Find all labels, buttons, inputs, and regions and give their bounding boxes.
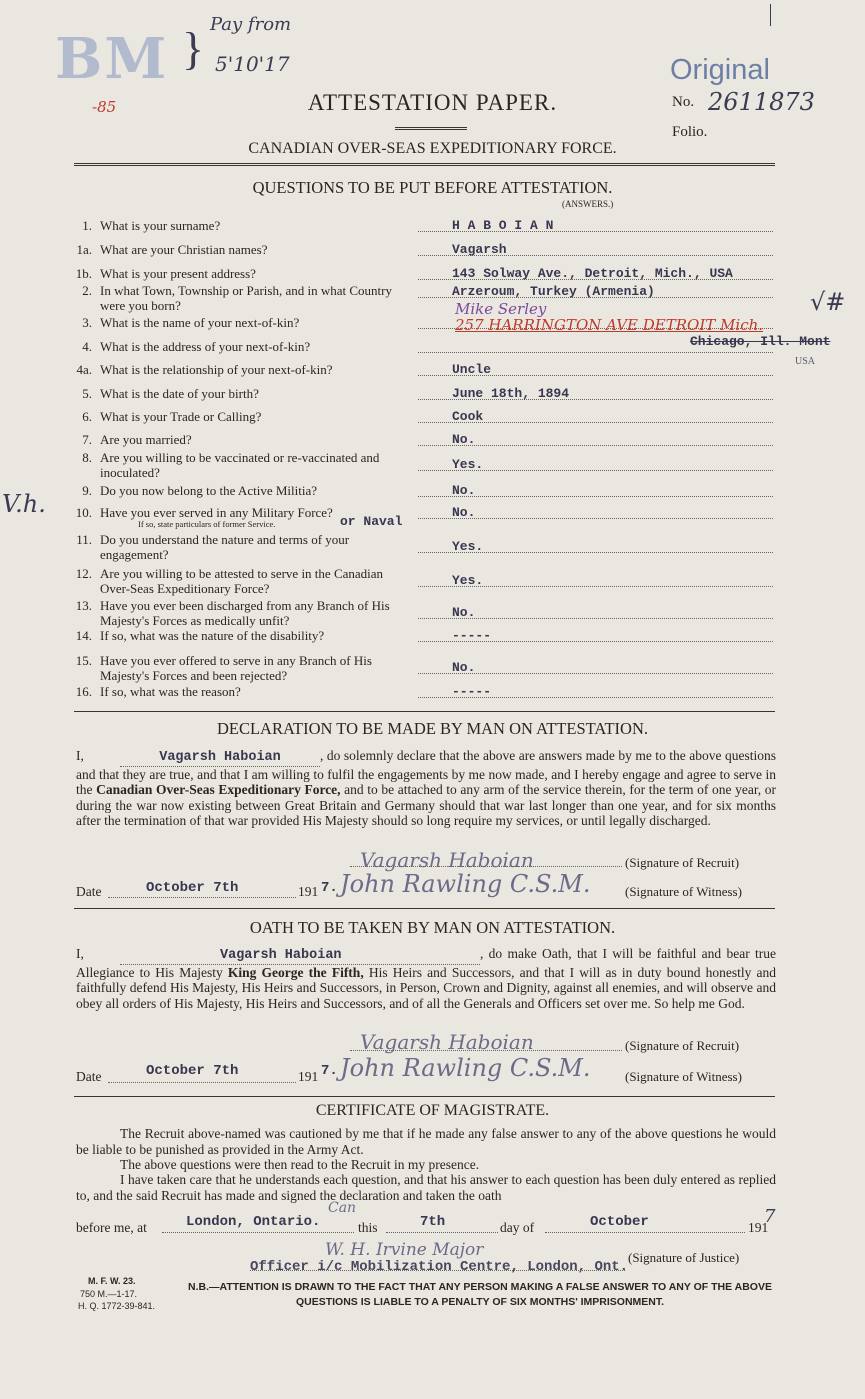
declaration-bold: Canadian Over-Seas Expeditionary Force,	[96, 782, 341, 797]
declaration-recruit-signature: Vagarsh Haboian	[360, 848, 534, 872]
q10-note: If so, state particulars of former Service.	[138, 519, 276, 529]
question-text: What is the date of your birth?	[100, 386, 259, 401]
question-number: 6.	[82, 409, 92, 424]
certificate-month-line	[545, 1232, 745, 1233]
right-check-mark: √#	[810, 288, 846, 316]
question-number: 16.	[75, 684, 92, 699]
margin-initials: V.h.	[2, 490, 46, 518]
question-number: 12.	[75, 566, 92, 581]
print-run: 750 M.—1-17.	[80, 1289, 138, 1299]
question-answer: Uncle	[452, 362, 492, 377]
declaration-text	[76, 748, 776, 829]
question-number: 1.	[82, 218, 92, 233]
question-answer: 143 Solway Ave., Detroit, Mich., USA	[452, 266, 733, 281]
magistrate-signature: W. H. Irvine Major	[325, 1240, 484, 1260]
certificate-p2	[76, 1157, 776, 1173]
certificate-year-prefix: 191	[748, 1220, 769, 1235]
question-text: What is your present address?	[100, 266, 256, 281]
question-answer: Vagarsh	[452, 242, 507, 257]
usa-note: USA	[795, 356, 816, 367]
question-answer: No.	[452, 660, 476, 675]
question-number: 2.	[82, 283, 92, 298]
question-number: 13.	[75, 598, 92, 613]
declaration-text-2: and to be attached to any arm of the service therein, for the term of one year, or during the war now existing between Great Britain and Germany should that war last longer than one year, and for six months after the termination of that war provided His Majesty should so long require my services, or until legally discharged.	[76, 782, 777, 828]
question-text: What is the address of your next-of-kin?	[100, 339, 311, 354]
divider	[74, 163, 775, 166]
page-subtitle: CANADIAN OVER-SEAS EXPEDITIONARY FORCE.	[248, 140, 617, 157]
declaration-name: Vagarsh Haboian	[159, 750, 281, 765]
question-answer: June 18th, 1894	[452, 386, 570, 401]
declaration-date: October 7th	[146, 880, 239, 896]
oath-name: Vagarsh Haboian	[220, 948, 342, 963]
divider	[74, 1096, 775, 1097]
oath-year-prefix: 191	[298, 1069, 319, 1084]
oath-witness-signature: John Rawling C.S.M.	[340, 1054, 591, 1082]
bracket-mark: }	[182, 23, 205, 74]
question-number: 5.	[82, 386, 92, 401]
question-text: What is your surname?	[100, 218, 221, 233]
question-number: 4.	[82, 339, 92, 354]
oath-witness-label: (Signature of Witness)	[625, 1069, 742, 1084]
oath-recruit-label: (Signature of Recruit)	[625, 1038, 740, 1053]
certificate-p3	[76, 1172, 776, 1203]
pay-date: 5'10'17	[215, 52, 290, 76]
certificate-month: October	[590, 1214, 649, 1230]
question-text: Are you married?	[100, 432, 192, 447]
page-title: ATTESTATION PAPER.	[307, 90, 558, 115]
declaration-witness-label: (Signature of Witness)	[625, 884, 742, 899]
officer-stamp: Officer i/c Mobilization Centre, London, Ont.	[250, 1259, 629, 1275]
oath-heading: OATH TO BE TAKEN BY MAN ON ATTESTATION.	[249, 918, 616, 937]
question-number: 1b.	[75, 266, 92, 281]
red-mark: -85	[92, 98, 117, 116]
question-text: In what Town, Township or Parish, and in what Country were you born?	[100, 283, 392, 313]
question-number: 11.	[76, 532, 92, 547]
hq-code: H. Q. 1772-39-841.	[78, 1301, 156, 1311]
question-answer: No.	[452, 483, 476, 498]
folio-label: Folio.	[672, 124, 708, 140]
oath-recruit-signature: Vagarsh Haboian	[360, 1030, 534, 1054]
q10-extra: or Naval	[340, 514, 403, 529]
question-answer: Yes.	[452, 457, 484, 472]
question-number: 7.	[82, 432, 92, 447]
regimental-number: 2611873	[708, 88, 815, 116]
declaration-year-prefix: 191	[298, 884, 319, 899]
question-number: 14.	[75, 628, 92, 643]
declaration-year: 7.	[321, 880, 338, 896]
question-answer: No.	[452, 505, 476, 520]
certificate-day-of-label: day of	[500, 1220, 535, 1235]
nb-text: ATTENTION IS DRAWN TO THE FACT THAT ANY PERSON MAKING A FALSE ANSWER TO ANY OF THE ABOVE QUESTIONS IS LIABLE TO A PENALTY OF SIX MONTHS' IMPRISONMENT.	[219, 1281, 772, 1308]
certificate-day: 7th	[420, 1214, 446, 1230]
question-number: 15.	[75, 653, 92, 668]
declaration-i: I,	[76, 748, 84, 763]
question-number: 4a.	[76, 362, 92, 377]
answer-line	[418, 352, 773, 353]
title-ornament	[395, 127, 467, 130]
number-label: No.	[672, 94, 695, 110]
question-text: What is the relationship of your next-of-kin?	[100, 362, 333, 377]
certificate-p2-text: The above questions were then read to the Recruit in my presence.	[120, 1157, 480, 1172]
question-answer: Yes.	[452, 539, 484, 554]
form-code: M. F. W. 23.	[88, 1276, 136, 1286]
question-answer: No.	[452, 432, 476, 447]
oath-year: 7.	[321, 1063, 338, 1079]
divider	[74, 908, 775, 909]
question-text: Have you ever been discharged from any Branch of His Majesty's Forces as medically unfit?	[100, 598, 390, 628]
certificate-place: London, Ontario.	[186, 1214, 321, 1230]
question-number: 1a.	[76, 242, 92, 257]
right-edge-mark	[770, 4, 771, 26]
question-number: 3.	[82, 315, 92, 330]
declaration-witness-signature: John Rawling C.S.M.	[340, 870, 591, 898]
question-text: Do you understand the nature and terms of your engagement?	[100, 532, 350, 562]
certificate-day-line	[386, 1232, 498, 1233]
question-number: 10.	[75, 505, 92, 520]
question-answer: 257 HARRINGTON AVE DETROIT Mich.	[455, 316, 764, 334]
answers-label: (ANSWERS.)	[562, 199, 614, 209]
declaration-heading: DECLARATION TO BE MADE BY MAN ON ATTESTATION.	[216, 719, 649, 738]
pay-note: Pay from	[210, 14, 292, 35]
justice-line	[250, 1270, 625, 1271]
question-text: If so, what was the reason?	[100, 684, 241, 699]
question-text: Do you now belong to the Active Militia?	[100, 483, 317, 498]
oath-date-label: Date	[76, 1069, 102, 1084]
bm-stamp: BM	[55, 26, 169, 92]
question-answer: H A B O I A N	[452, 218, 554, 233]
oath-bold: King George the Fifth,	[227, 964, 364, 980]
oath-date: October 7th	[146, 1063, 239, 1079]
certificate-before-label: before me, at	[76, 1220, 147, 1235]
question-answer: -----	[452, 628, 492, 643]
question-number: 9.	[82, 483, 92, 498]
original-label: Original	[670, 54, 770, 86]
question-text: If so, what was the nature of the disability?	[100, 628, 325, 643]
nb-notice	[180, 1280, 780, 1310]
nb-label: N.B.—	[188, 1281, 220, 1293]
question-answer: -----	[452, 684, 492, 699]
oath-recruit-line	[350, 1050, 622, 1051]
oath-text	[76, 946, 776, 1011]
oath-text-1: , do make Oath, that I will be faithful and bear true Allegiance to His Majesty	[76, 946, 776, 980]
question-number: 8.	[82, 450, 92, 465]
question-answer: Yes.	[452, 573, 484, 588]
question-text: Are you willing to be attested to serve in the Canadian Over-Seas Expeditionary Force?	[100, 566, 384, 596]
declaration-text-1: , do solemnly declare that the above are answers made by me to the above questions and that they are true, and that I am willing to fulfil the engagements by me now made, and I hereby engage and agree to serve in the	[76, 748, 776, 797]
question-text: Have you ever served in any Military Force?	[100, 505, 333, 520]
question-text: What is your Trade or Calling?	[100, 409, 262, 424]
oath-i: I,	[76, 946, 84, 961]
certificate-heading: CERTIFICATE OF MAGISTRATE.	[315, 1102, 550, 1119]
address-overstrike: Chicago, Ill. Mont	[690, 334, 831, 349]
certificate-p3-text: I have taken care that he understands each question, and that his answer to each question has been duly entered as replied to, and the said Recruit has made and signed the declaration and taken the oath	[76, 1172, 776, 1203]
question-text: What are your Christian names?	[100, 242, 268, 257]
declaration-recruit-line	[350, 866, 622, 867]
question-text: Have you ever offered to serve in any Branch of His Majesty's Forces and been rejected?	[100, 653, 372, 683]
justice-label: (Signature of Justice)	[628, 1250, 740, 1265]
certificate-place-hand: Can	[328, 1200, 357, 1216]
certificate-p1	[76, 1126, 776, 1157]
question-answer: Arzeroum, Turkey (Armenia)	[452, 284, 655, 299]
oath-text-2: His Heirs and Successors, and that I will as in duty bound honestly and faithfully defend His Majesty, His Heirs and Successors, in Person, Crown and Dignity, against all enemies, and will observe and obey all orders of His Majesty, His Heirs and Successors, and of all the Generals and Officers set over me. So help me God.	[76, 964, 777, 1011]
declaration-recruit-label: (Signature of Recruit)	[625, 855, 740, 870]
question-text: What is the name of your next-of-kin?	[100, 315, 300, 330]
divider	[74, 711, 775, 712]
certificate-year: 7	[764, 1206, 776, 1227]
questions-heading: QUESTIONS TO BE PUT BEFORE ATTESTATION.	[252, 178, 613, 197]
oath-date-line	[108, 1082, 296, 1083]
declaration-date-label: Date	[76, 884, 102, 899]
certificate-this-label: this	[358, 1220, 378, 1235]
question-answer: Cook	[452, 409, 484, 424]
question-answer: No.	[452, 605, 476, 620]
certificate-place-line	[162, 1232, 354, 1233]
declaration-date-line	[108, 897, 296, 898]
certificate-p1-text: The Recruit above-named was cautioned by me that if he made any false answer to any of the above questions he would be liable to be punished as provided in the Army Act.	[76, 1126, 776, 1157]
question-answer: Mike Serley	[455, 300, 547, 318]
question-text: Are you willing to be vaccinated or re-vaccinated and inoculated?	[100, 450, 380, 480]
